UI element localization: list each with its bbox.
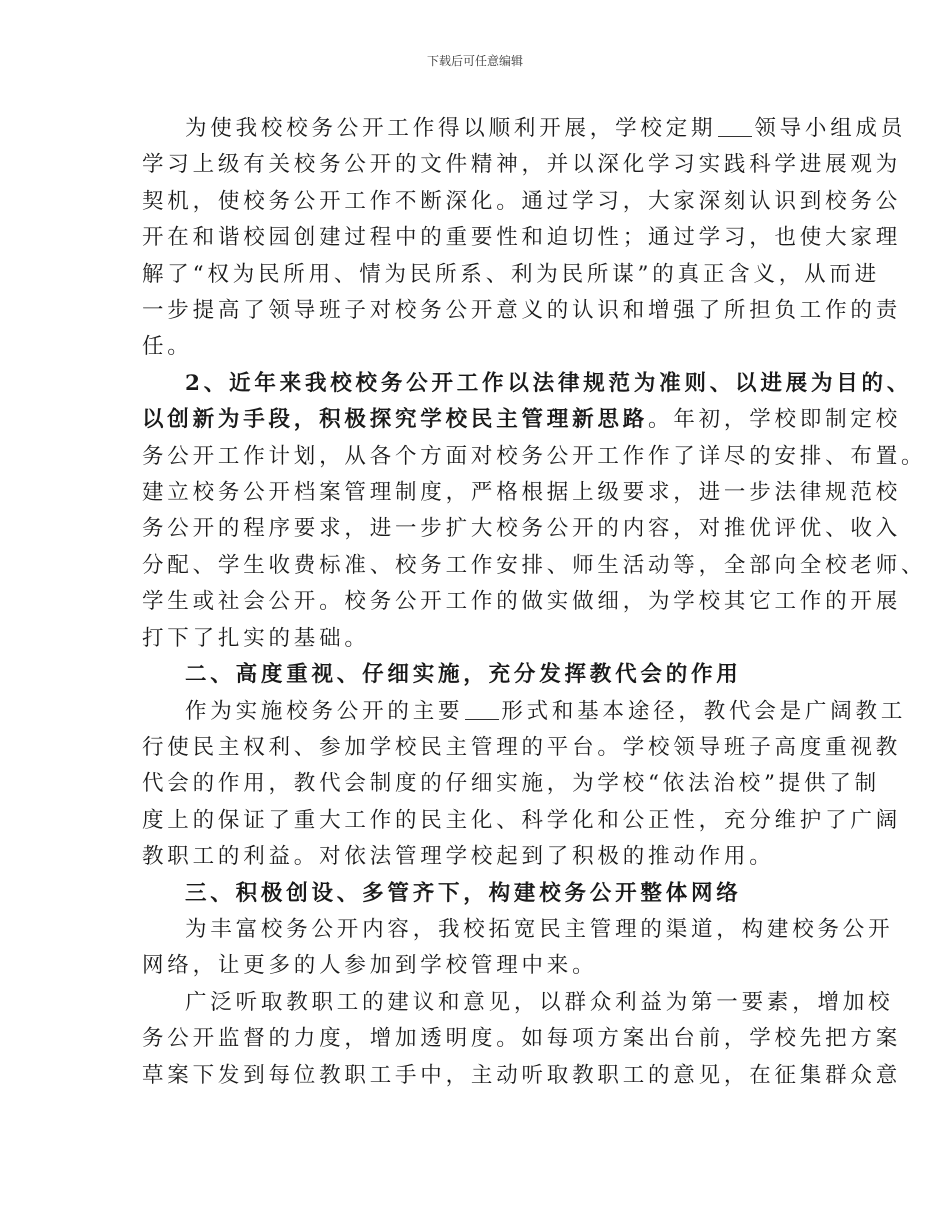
text-line: 建立校务公开档案管理制度，严格根据上级要求，进一步法律规范校 bbox=[142, 480, 902, 506]
text-line: 学生或社会公开。校务公开工作的做实做细，为学校其它工作的开展 bbox=[142, 589, 902, 615]
text-line: 作为实施校务公开的主要 形式和基本途径，教代会是广阔教工 bbox=[185, 698, 907, 724]
document-body bbox=[142, 111, 927, 1094]
section-heading-2 bbox=[142, 657, 810, 693]
text-line: 务公开的程序要求，进一步扩大校务公开的内容，对推优评优、收入 bbox=[142, 516, 902, 542]
bold-heading-line: 2、近年来我校校务公开工作以法律规范为准则、以进展为目的、 bbox=[185, 370, 913, 396]
text-line: 契机，使校务公开工作不断深化。通过学习，大家深刻认识到校务公 bbox=[142, 188, 902, 214]
text-line: 务公开监督的力度，增加透明度。如每项方案出台前，学校先把方案 bbox=[142, 1026, 902, 1052]
page-header: 下载后可任意编辑 bbox=[426, 54, 523, 68]
section-heading: 二、高度重视、仔细实施，充分发挥教代会的作用 bbox=[185, 662, 742, 688]
bold-heading-line: 以创新为手段，积极探究学校民主管理新思路 bbox=[142, 407, 649, 433]
text-line: 教职工的利益。对依法管理学校起到了积极的推动作用。 bbox=[142, 844, 775, 870]
paragraph-7 bbox=[142, 985, 902, 1094]
paragraph-6 bbox=[142, 912, 894, 985]
fill-blank bbox=[465, 697, 499, 720]
fill-blank bbox=[718, 115, 752, 138]
text-line: 网络，让更多的人参加到学校管理中来。 bbox=[142, 953, 598, 979]
text-line: 代会的作用，教代会制度的仔细实施，为学校“依法治校”提供了制 bbox=[142, 771, 880, 797]
text-line: 行使民主权利、参加学校民主管理的平台。学校领导班子高度重视教 bbox=[142, 734, 902, 760]
text-line: 分配、学生收费标准、校务工作安排、师生活动等，全部向全校老师、 bbox=[142, 552, 927, 578]
text-line: 开在和谐校园创建过程中的重要性和迫切性；通过学习，也使大家理 bbox=[142, 225, 902, 251]
text-line: 以创新为手段，积极探究学校民主管理新思路。年初，学校即制定校 bbox=[142, 407, 902, 433]
text-line: 打下了扎实的基础。 bbox=[142, 625, 370, 651]
text-line: 为使我校校务公开工作得以顺利开展，学校定期 领导小组成员 bbox=[185, 116, 907, 141]
section-heading: 三、积极创设、多管齐下，构建校务公开整体网络 bbox=[185, 880, 742, 906]
text-line: 学习上级有关校务公开的文件精神，并以深化学习实践科学进展观为 bbox=[142, 152, 902, 178]
paragraph-4 bbox=[142, 694, 907, 876]
text-line: 务公开工作计划，从各个方面对校务公开工作作了详尽的安排、布置。 bbox=[142, 443, 927, 469]
text-line: 广泛听取教职工的建议和意见，以群众利益为第一要素，增加校 bbox=[185, 989, 894, 1015]
text-line: 任。 bbox=[142, 334, 193, 360]
paragraph-1 bbox=[142, 111, 907, 366]
text-line: 解了“权为民所用、情为民所系、利为民所谋”的真正含义，从而进 bbox=[142, 261, 880, 287]
text-line: 一步提高了领导班子对校务公开意义的认识和增强了所担负工作的责 bbox=[142, 298, 902, 324]
section-heading-3 bbox=[142, 876, 810, 912]
text-line: 为丰富校务公开内容，我校拓宽民主管理的渠道，构建校务公开 bbox=[185, 916, 894, 942]
paragraph-2 bbox=[142, 366, 927, 657]
text-line: 度上的保证了重大工作的民主化、科学化和公正性，充分维护了广阔 bbox=[142, 807, 902, 833]
text-line: 草案下发到每位教职工手中，主动听取教职工的意见，在征集群众意 bbox=[142, 1062, 902, 1088]
